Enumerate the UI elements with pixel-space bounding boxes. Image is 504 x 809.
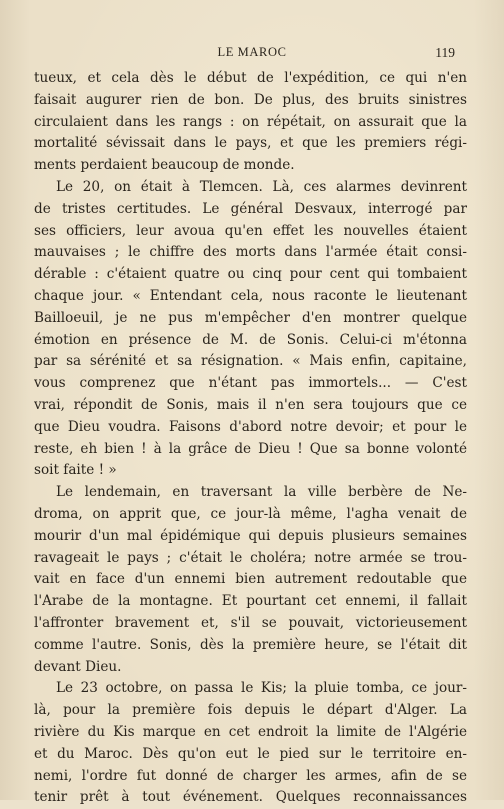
text-line: vait en face d'un ennemi bien autrement redoutable que [34, 571, 467, 588]
text-line: faisait augurer rien de bon. De plus, des bruits sinistres [34, 91, 467, 108]
text-line: rivière du Kis marque en cet endroit la limite de l'Algérie [34, 723, 467, 740]
text-line: tueux, et cela dès le début de l'expédition, ce qui n'en [34, 70, 467, 86]
text-line: chaque jour. « Entendant cela, nous raconte le lieutenant [34, 287, 467, 304]
text-line: l'Arabe de la montagne. Et pourtant cet ennemi, il fallait [34, 593, 467, 610]
text-line: nemi, l'ordre fut donné de charger les armes, afin de se [34, 767, 467, 784]
running-head [0, 45, 504, 65]
text-line: Le 23 octobre, on passa le Kis; la pluie tomba, ce jour- [56, 680, 467, 697]
text-line: ments perdaient beaucoup de monde. [34, 157, 295, 174]
text-line: circulaient dans les rangs : on répétait, on assurait que la [34, 113, 467, 130]
text-line: là, pour la première fois depuis le départ d'Alger. La [34, 702, 467, 719]
text-line: ses officiers, leur avoua qu'en effet les nouvelles étaient [34, 222, 467, 239]
text-line: reste, eh bien ! à la grâce de Dieu ! Que sa bonne volonté [34, 440, 467, 457]
text-line: que Dieu voudra. Faisons d'abord notre devoir; et pour le [34, 418, 467, 435]
text-line: ravageait le pays ; c'était le choléra; notre armée se trou- [34, 549, 467, 566]
running-title: LE MAROC [217, 45, 287, 59]
text-line: vrai, répondit de Sonis, mais il n'en sera toujours que ce [34, 396, 467, 413]
text-line: Bailloeuil, je ne pus m'empêcher d'en montrer quelque [34, 309, 467, 326]
text-line: droma, on apprit que, ce jour-là même, l'agha venait de [34, 505, 467, 522]
text-line: mortalité sévissait dans le pays, et que les premiers régi- [34, 135, 467, 152]
text-line: par sa sérénité et sa résignation. « Mais enfin, capitaine, [34, 353, 467, 370]
text-line: Le lendemain, en traversant la ville berbère de Ne- [56, 484, 467, 501]
text-line: comme l'autre. Sonis, dès la première heure, se l'était dit [34, 636, 467, 653]
text-line: émotion en présence de M. de Sonis. Celui-ci m'étonna [34, 331, 467, 348]
text-line: tenir prêt à tout événement. Quelques reconnaissances [34, 789, 467, 806]
page-number: 119 [435, 45, 455, 60]
text-line: soit faite ! » [34, 462, 117, 479]
text-line: et du Maroc. Dès qu'on eut le pied sur le territoire en- [34, 745, 467, 762]
text-line: dérable : c'étaient quatre ou cinq pour cent qui tombaient [34, 266, 467, 283]
text-line: devant Dieu. [34, 658, 122, 675]
text-line: l'affronter bravement et, s'il se pouvait, victorieusement [34, 614, 467, 631]
text-line: Le 20, on était à Tlemcen. Là, ces alarmes devinrent [56, 178, 467, 195]
text-line: vous comprenez que n'étant pas immortels... — C'est [34, 375, 467, 392]
text-line: de tristes certitudes. Le général Desvaux, interrogé par [34, 200, 467, 217]
body-text [34, 68, 467, 809]
text-line: mourir d'un mal épidémique qui depuis plusieurs semaines [34, 527, 467, 544]
text-line: mauvaises ; le chiffre des morts dans l'armée était consi- [34, 244, 467, 261]
